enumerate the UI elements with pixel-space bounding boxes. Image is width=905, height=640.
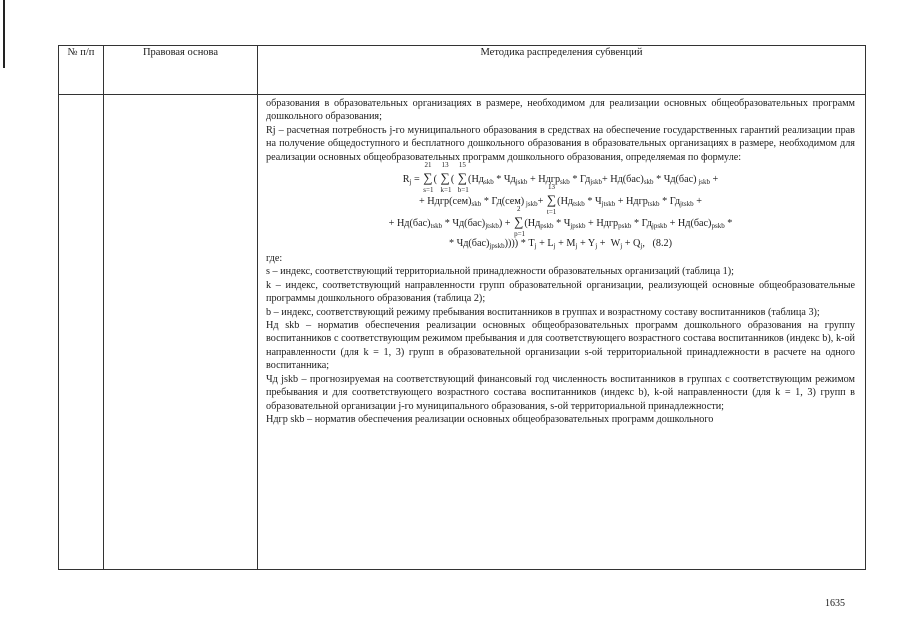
formula-number: (8.2) [652,238,673,250]
paragraph-continuation: образования в образовательных организациях в размере, необходимом для реализации основных общеобразовательных программ дошкольного образования; [266,98,855,123]
table-row [59,95,866,570]
formula-line-4: * $Чд(бас)_{jpskb})))) * T_j + L_j + M_j + Y_j + W_j + Q_j$, (8.2) [448,238,673,251]
cell-number [59,95,104,570]
formula-line-3: + $Нд(бас)_{tskb} * Чд(бас)_{jtskb}$) + 2 ∑ p=1 ($Нд_{pskb} * Ч_{jpskb}$ + Ндгр$_{pskb}$ * $Гд_{jpskb} + Нд(бас)_{pskb}$ * [388,205,733,239]
sum-operator-t: 13 ∑ t=1 [546,183,557,217]
binding-mark [3,0,5,68]
paragraph-index-b: b – индекс, соответствующий режиму пребывания воспитанников в группах и возрастному составу воспитанников (таблица 3); [266,306,820,318]
formula-8-2 [266,161,855,251]
header-methodology: Методика распределения субвенций [258,46,866,95]
subvention-methodology-table [58,45,866,570]
paragraph-ndgr-skb: Ндгр skb – норматив обеспечения реализации основных общеобразовательных программ дошкольного [266,413,714,425]
sum-operator-s: 21 ∑ s=1 [423,161,434,195]
paragraph-chd-jskb: Чд jskb – прогнозируемая на соответствующий финансовый год численность воспитанников в группах с соответствующим режимом пребывания и для соответствующего возрастного состава воспитанников (индекс b), k-ой направленности (для k = 1, 3) групп в образовательной организации j-го муниципального образования, s-ой территориальной принадлежности; [266,373,855,412]
cell-methodology [258,95,866,570]
cell-legal-basis [104,95,258,570]
header-number: № п/п [59,46,104,95]
paragraph-rj-definition: Rj – расчетная потребность j-го муниципального образования в средствах на обеспечение государственных гарантий реализации прав на получение общедоступного и бесплатного дошкольного образования в образовательных организациях в размере, необходимом для реализации основных общеобразовательных программ дошкольного образования, определяемая по формуле: [266,124,855,163]
paragraph-nd-skb: Нд skb – норматив обеспечения реализации основных общеобразовательных программ дошкольного образования на группу воспитанников с соответствующим режимом пребывания и для соответствующего возрастного состава воспитанников (индекс b), k-ой направленности (для k = 1, 3) групп в образовательной организации s-ой территориальной принадлежности в расчете на одного воспитанника; [266,320,855,372]
table-header-row [59,46,866,95]
formula-line-1: $R_j$ = 21 ∑ s=1 ( 13 ∑ k=1 ( 15 ∑ b=1 ($Нд_{skb} * Чд_{jskb}$ + Ндгр$_{skb}$ * $Гд_{jskb}+ Нд(бас)_{skb} * Чд(бас) _{jskb}$ + [402,161,719,195]
header-legal-basis: Правовая основа [104,46,258,95]
where-label: где: [266,253,283,265]
page-number: 1635 [825,598,845,609]
sum-operator-k: 13 ∑ k=1 [440,161,452,195]
paragraph-index-s: s – индекс, соответствующий территориальной принадлежности образовательных организаций (таблица 1); [266,266,734,278]
sum-operator-b: 15 ∑ b=1 [457,161,469,195]
paragraph-index-k: k – индекс, соответствующий направленности групп образовательной организации, реализующей основные общеобразовательные программы дошкольного образования (таблица 2); [266,279,855,305]
formula-line-2: + $Ндгр(сем)_{skb} * Гд(сем)$ $_{jskb}$+ 13 ∑ t=1 ($Нд_{tskb} * Ч_{jtskb}$ + Ндгр$_{tskb}$ * $Гд_{jtskb}$ + [419,183,702,217]
sum-operator-p: 2 ∑ p=1 [514,205,526,239]
